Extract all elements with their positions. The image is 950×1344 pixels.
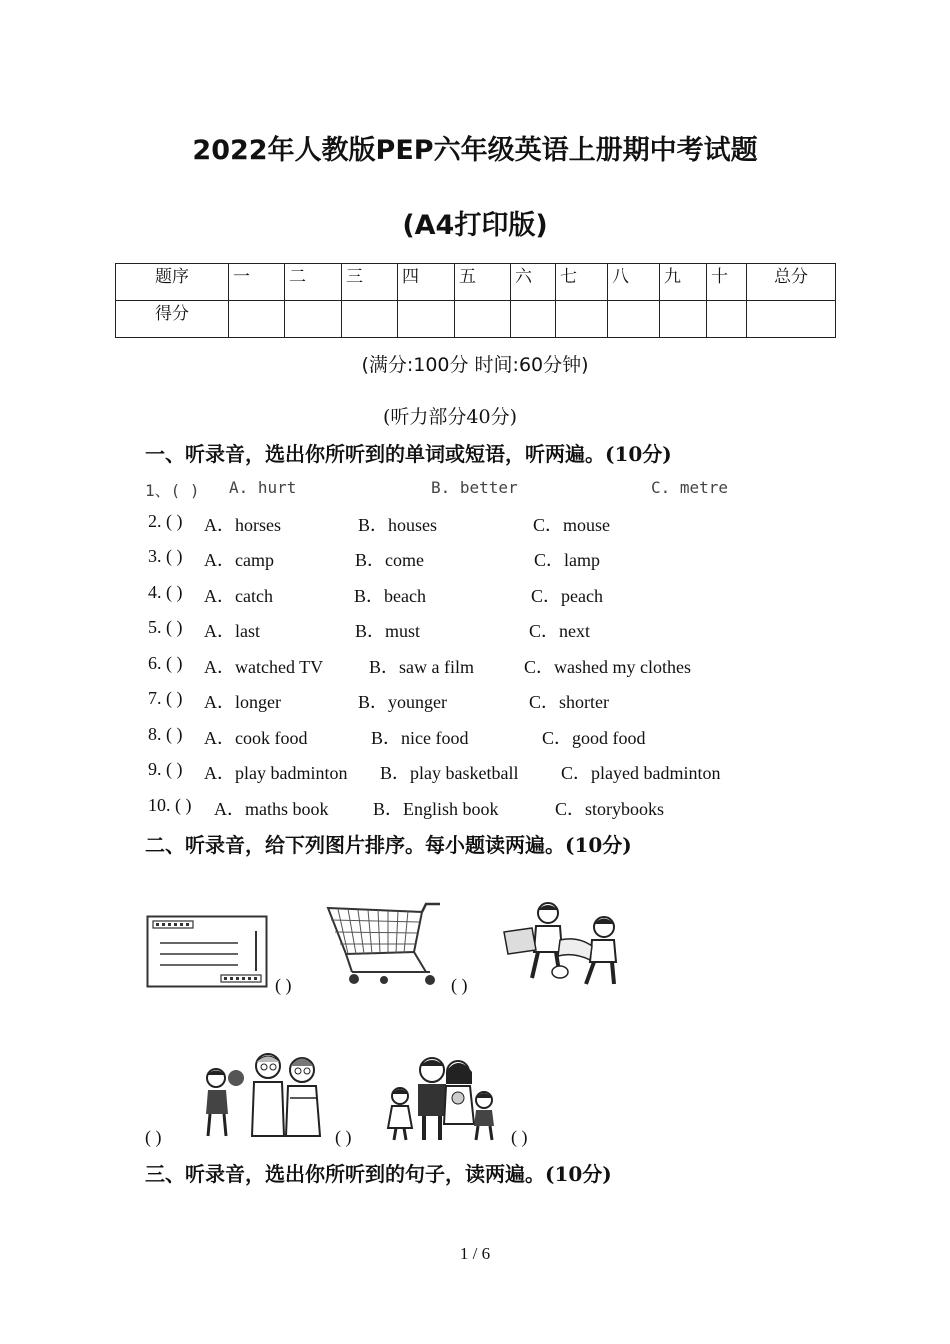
option-a[interactable]: A．horses bbox=[204, 515, 281, 535]
boys-carrying-picture bbox=[500, 900, 622, 990]
option-b[interactable]: B．play basketball bbox=[380, 763, 519, 783]
option-a[interactable]: A．last bbox=[204, 621, 260, 641]
section1-heading: 一、听录音，选出你所听到的单词或短语，听两遍。(10分) bbox=[145, 442, 672, 466]
score-cell[interactable] bbox=[747, 301, 836, 338]
option-a[interactable]: A. hurt bbox=[229, 478, 297, 497]
answer-blank[interactable]: ( ) bbox=[275, 975, 292, 995]
shopping-cart-picture bbox=[326, 902, 444, 988]
question-number: 5. ( ) bbox=[148, 617, 183, 637]
score-cell[interactable] bbox=[707, 301, 747, 338]
question-number: 4. ( ) bbox=[148, 582, 183, 602]
option-b[interactable]: B．houses bbox=[358, 515, 438, 535]
option-c[interactable]: C．peach bbox=[531, 586, 603, 606]
question-number: 10. ( ) bbox=[148, 795, 192, 815]
option-b[interactable]: B．must bbox=[355, 621, 421, 641]
answer-blank[interactable]: ( ) bbox=[335, 1127, 352, 1147]
score-cell[interactable] bbox=[455, 301, 511, 338]
score-cell[interactable] bbox=[608, 301, 660, 338]
option-b[interactable]: B．saw a film bbox=[369, 657, 474, 677]
option-a[interactable]: A．watched TV bbox=[204, 657, 324, 677]
option-a[interactable]: A．maths book bbox=[214, 799, 329, 819]
score-cell[interactable] bbox=[398, 301, 455, 338]
score-table-header-cell: 四 bbox=[398, 264, 455, 301]
option-c[interactable]: C．mouse bbox=[533, 515, 611, 535]
option-c[interactable]: C．played badminton bbox=[561, 763, 721, 783]
score-table-header-cell: 二 bbox=[285, 264, 342, 301]
score-cell[interactable] bbox=[229, 301, 285, 338]
exam-info: (满分:100分 时间:60分钟) bbox=[361, 354, 589, 376]
score-table-header-cell: 三 bbox=[342, 264, 398, 301]
page-subtitle: (A4打印版) bbox=[402, 210, 548, 241]
question-number: 2. ( ) bbox=[148, 511, 183, 531]
page-title: 2022年人教版PEP六年级英语上册期中考试题 bbox=[192, 135, 758, 166]
option-c[interactable]: C．good food bbox=[542, 728, 646, 748]
score-cell[interactable] bbox=[342, 301, 398, 338]
score-table-header-cell: 七 bbox=[556, 264, 608, 301]
option-b[interactable]: B. better bbox=[431, 478, 518, 497]
score-table-header-cell: 九 bbox=[660, 264, 707, 301]
option-a[interactable]: A．longer bbox=[204, 692, 281, 712]
option-b[interactable]: B．nice food bbox=[371, 728, 469, 748]
option-c[interactable]: C．shorter bbox=[529, 692, 609, 712]
family-picture bbox=[384, 1054, 506, 1144]
option-c[interactable]: C．washed my clothes bbox=[524, 657, 691, 677]
option-c[interactable]: C．next bbox=[529, 621, 590, 641]
question-number: 1、( ) bbox=[145, 481, 200, 500]
option-b[interactable]: B．English book bbox=[373, 799, 499, 819]
score-table-header-cell: 八 bbox=[608, 264, 660, 301]
score-table-header-cell: 十 bbox=[707, 264, 747, 301]
score-table-header-row bbox=[116, 264, 836, 301]
question-number: 3. ( ) bbox=[148, 546, 183, 566]
score-table-header-cell: 题序 bbox=[116, 264, 229, 301]
question-number: 6. ( ) bbox=[148, 653, 183, 673]
page-number: 1 / 6 bbox=[459, 1244, 491, 1263]
score-cell[interactable] bbox=[660, 301, 707, 338]
score-table-header-cell: 总分 bbox=[747, 264, 836, 301]
option-b[interactable]: B．beach bbox=[354, 586, 426, 606]
score-table bbox=[115, 263, 836, 338]
question-number: 7. ( ) bbox=[148, 688, 183, 708]
section2-heading: 二、听录音，给下列图片排序。每小题读两遍。(10分) bbox=[145, 833, 632, 857]
option-a[interactable]: A．camp bbox=[204, 550, 274, 570]
score-table-score-row bbox=[116, 301, 836, 338]
listening-part-label: (听力部分40分) bbox=[382, 406, 517, 428]
answer-blank[interactable]: ( ) bbox=[511, 1127, 528, 1147]
score-table-header-cell: 一 bbox=[229, 264, 285, 301]
option-c[interactable]: C．storybooks bbox=[555, 799, 665, 819]
answer-blank[interactable]: ( ) bbox=[451, 975, 468, 995]
boy-giving-flowers-to-grandparents-picture bbox=[198, 1048, 328, 1140]
score-row-label: 得分 bbox=[116, 301, 229, 338]
postcard-picture bbox=[146, 915, 268, 989]
answer-blank[interactable]: ( ) bbox=[145, 1127, 162, 1147]
score-cell[interactable] bbox=[511, 301, 556, 338]
option-a[interactable]: A．cook food bbox=[204, 728, 308, 748]
question-number: 8. ( ) bbox=[148, 724, 183, 744]
option-b[interactable]: B．come bbox=[355, 550, 424, 570]
option-c[interactable]: C. metre bbox=[651, 478, 729, 497]
section3-heading: 三、听录音，选出你所听到的句子，读两遍。(10分) bbox=[145, 1162, 612, 1186]
option-a[interactable]: A．catch bbox=[204, 586, 273, 606]
score-cell[interactable] bbox=[556, 301, 608, 338]
option-b[interactable]: B．younger bbox=[358, 692, 447, 712]
option-a[interactable]: A．play badminton bbox=[204, 763, 348, 783]
option-c[interactable]: C．lamp bbox=[534, 550, 600, 570]
score-cell[interactable] bbox=[285, 301, 342, 338]
score-table-header-cell: 五 bbox=[455, 264, 511, 301]
question-number: 9. ( ) bbox=[148, 759, 183, 779]
score-table-header-cell: 六 bbox=[511, 264, 556, 301]
